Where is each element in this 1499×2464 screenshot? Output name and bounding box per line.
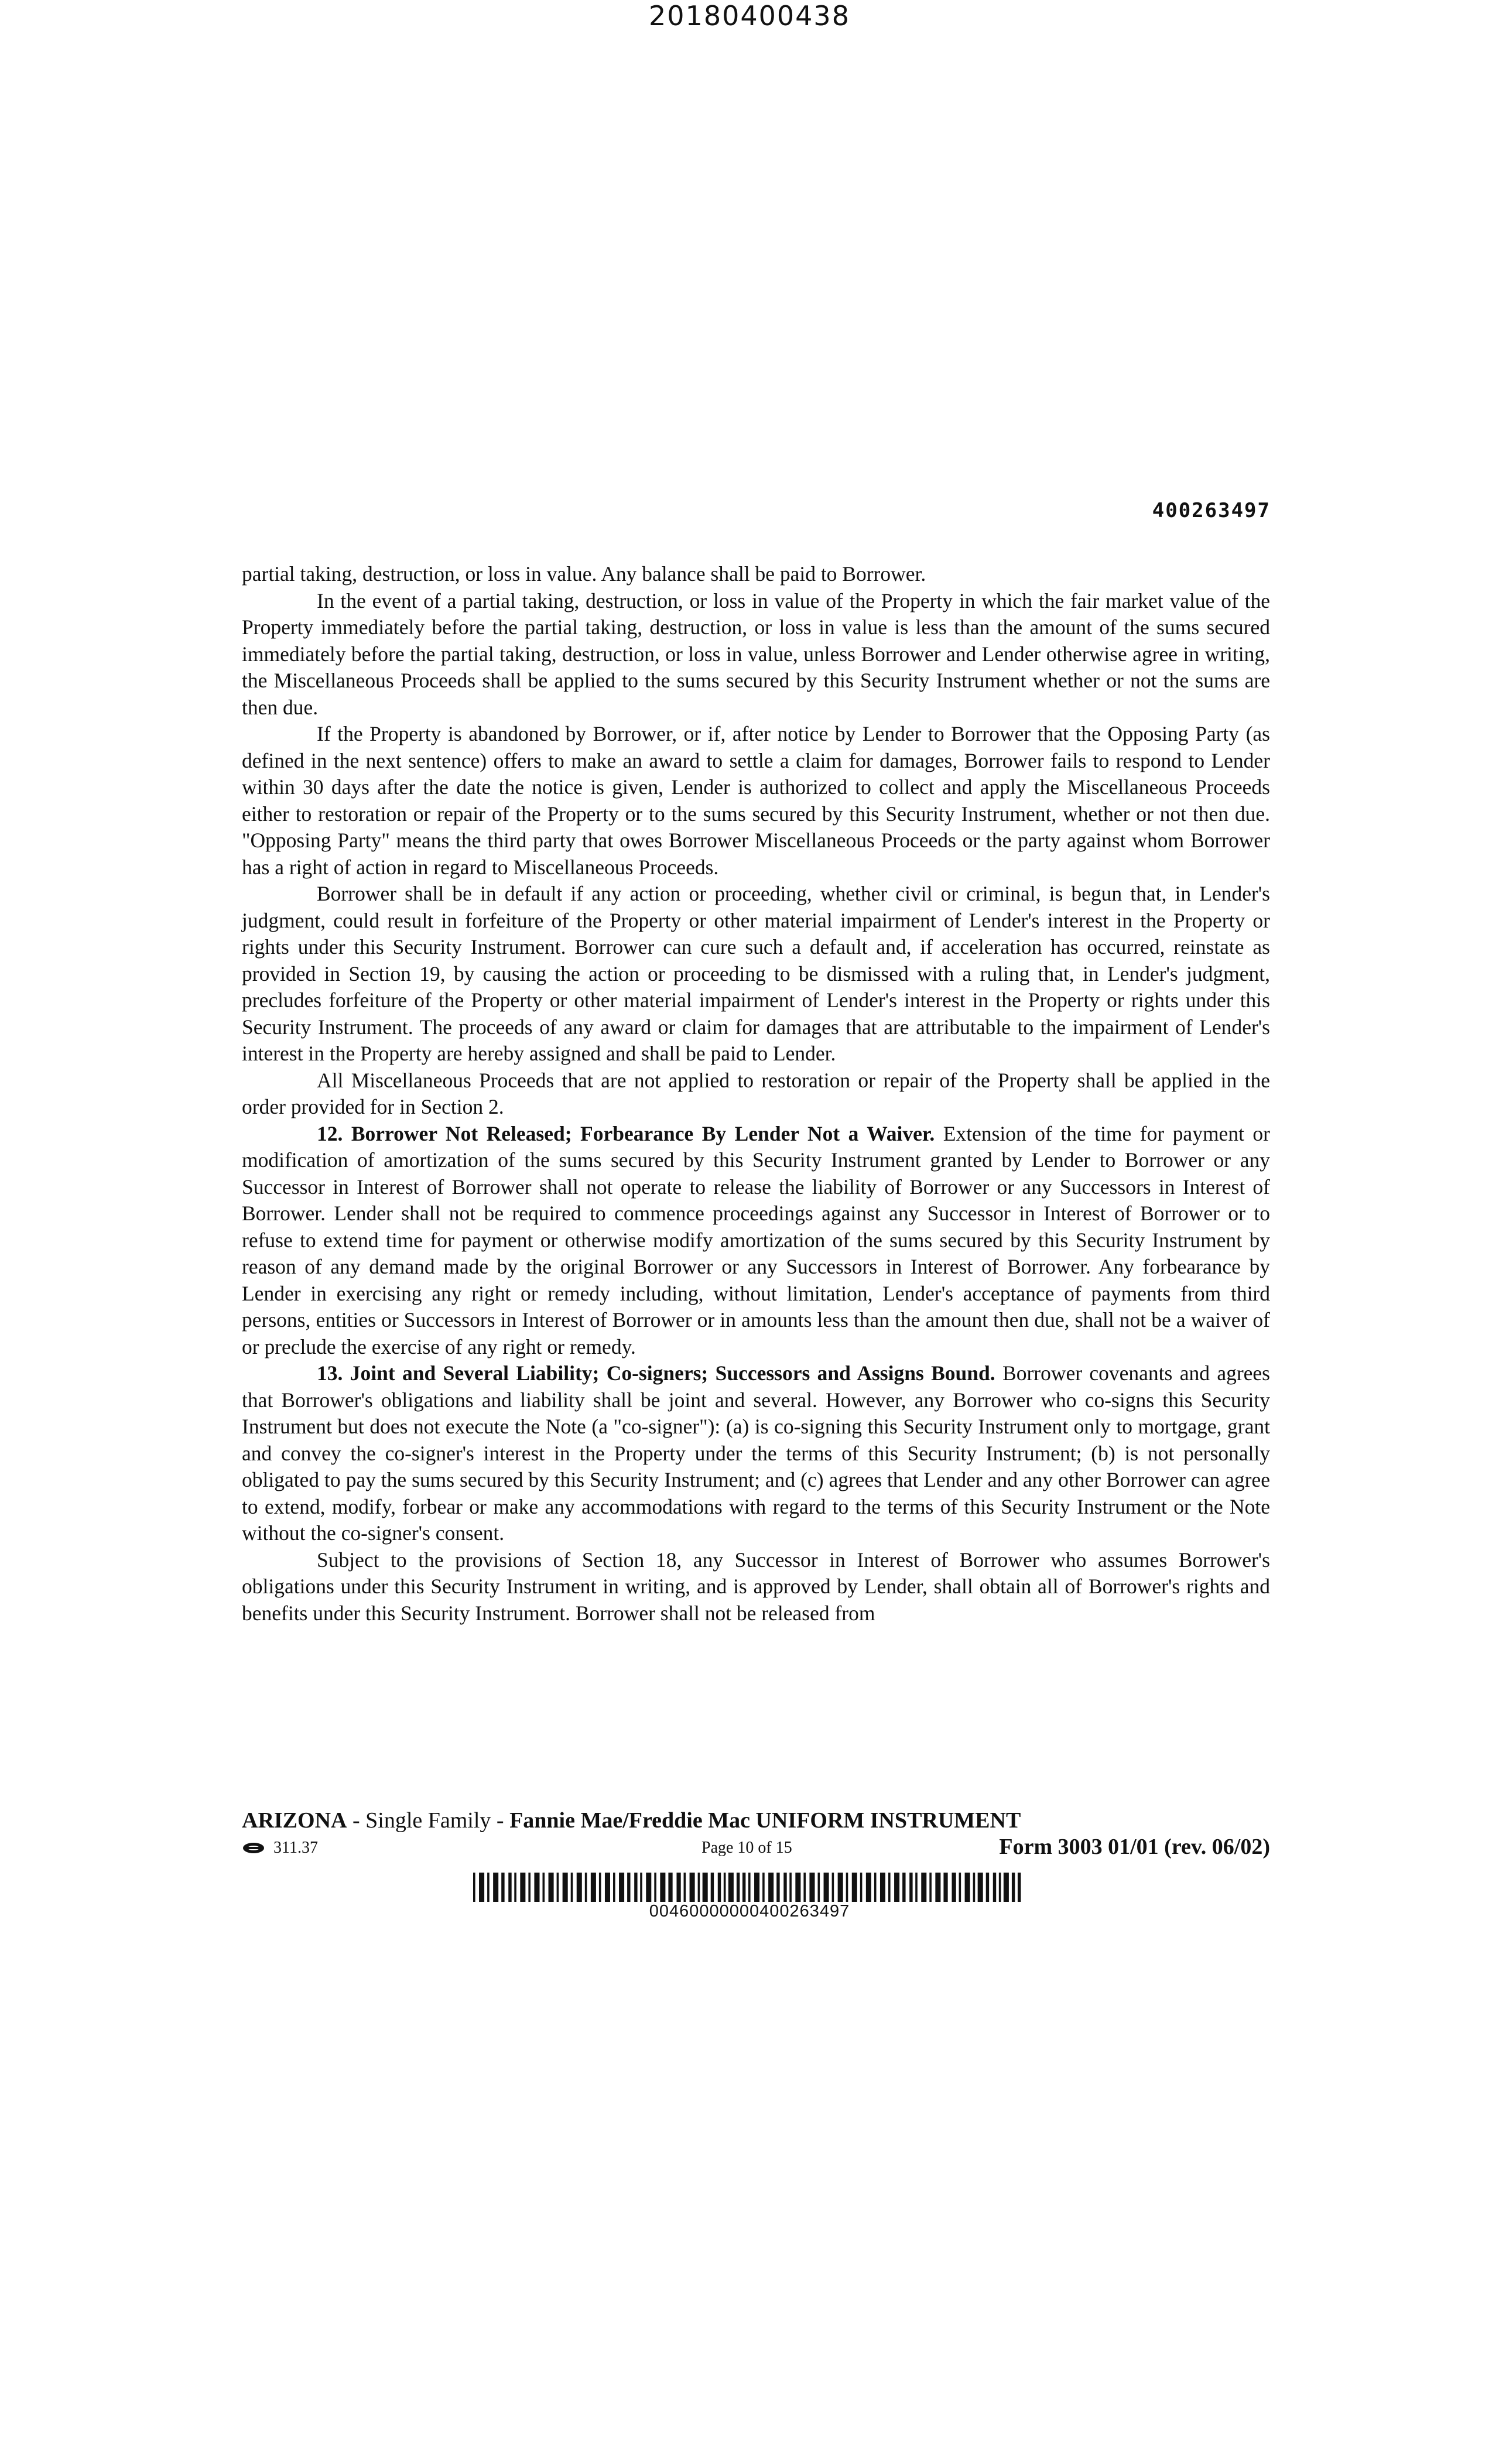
paragraph: partial taking, destruction, or loss in value. Any balance shall be paid to Borrower. <box>242 562 926 586</box>
paragraph: Borrower shall be in default if any action or proceeding, whether civil or criminal, is begun that, in Lender's judgment, could result in forfeiture of the Property or other material impairment of Lender's interest in the Property or rights under this Security Instrument. Borrower can cure such a default and, if acceleration has occurred, reinstate as provided in Section 19, by causing the action or proceeding to be dismissed with a ruling that, in Lender's judgment, precludes forfeiture of the Property or other material impairment of Lender's interest in the Property or rights under this Security Instrument. The proceeds of any award or claim for damages that are attributable to the impairment of Lender's interest in the Property are hereby assigned and shall be paid to Lender. <box>242 882 1270 1065</box>
section-13-text: Borrower covenants and agrees that Borrower's obligations and liability shall be joint and several. However, any Borrower who co-signs this Security Instrument but does not execute the Note (a "co-signer"): (a) is co-signing this Security Instrument only to mortgage, grant and convey the co-signer's interest in the Property under the terms of this Security Instrument; (b) is not personally obligated to pay the sums secured by this Security Instrument; and (c) agrees that Lender and any other Borrower can agree to extend, modify, forbear or make any accommodations with regard to the terms of this Security Instrument or the Note without the co-signer's consent. <box>242 1361 1270 1545</box>
barcode-number: 00460000000400263497 <box>649 1902 850 1921</box>
barcode <box>473 1873 1024 1902</box>
section-13-heading: 13. Joint and Several Liability; Co-signers; Successors and Assigns Bound. <box>317 1361 995 1385</box>
section-13 <box>242 1360 1270 1547</box>
page-number: Page 10 of 15 <box>701 1839 792 1857</box>
paragraph: If the Property is abandoned by Borrower, or if, after notice by Lender to Borrower that the Opposing Party (as defined in the next sentence) offers to make an award to settle a claim for damages, Borrower fails to respond to Lender within 30 days after the date the notice is given, Lender is authorized to collect and apply the Miscellaneous Proceeds either to restoration or repair of the Property or to the sums secured by this Security Instrument, whether or not then due. "Opposing Party" means the third party that owes Borrower Miscellaneous Proceeds or the party against whom Borrower has a right of action in regard to Miscellaneous Proceeds. <box>242 722 1270 879</box>
footer-code-group <box>242 1839 318 1857</box>
document-footer <box>242 1807 1270 1864</box>
footer-info <box>242 1834 1270 1864</box>
footer-form-code: 311.37 <box>273 1839 318 1857</box>
section-12 <box>242 1121 1270 1361</box>
footer-separator: - Single Family - <box>347 1808 510 1833</box>
footer-instrument: Fannie Mae/Freddie Mac UNIFORM INSTRUMENT <box>509 1808 1021 1833</box>
document-body <box>242 561 1270 1627</box>
paragraph: In the event of a partial taking, destruction, or loss in value of the Property in which the fair market value of the Property immediately before the partial taking, destruction, or loss in value is less than the amount of the sums secured immediately before the partial taking, destruction, or loss in value, unless Borrower and Lender otherwise agree in writing, the Miscellaneous Proceeds shall be applied to the sums secured by this Security Instrument whether or not the sums are then due. <box>242 588 1270 719</box>
paragraph: Subject to the provisions of Section 18, any Successor in Interest of Borrower who assumes Borrower's obligations under this Security Instrument in writing, and is approved by Lender, shall obtain all of Borrower's rights and benefits under this Security Instrument. Borrower shall not be released from <box>242 1548 1270 1625</box>
loan-number: 400263497 <box>1152 499 1271 522</box>
section-12-heading: 12. Borrower Not Released; Forbearance By Lender Not a Waiver. <box>317 1121 935 1145</box>
footer-state: ARIZONA <box>242 1808 347 1833</box>
recording-number: 20180400438 <box>649 0 850 32</box>
footer-title <box>242 1807 1270 1834</box>
section-12-text: Extension of the time for payment or modification of amortization of the sums secured by this Security Instrument granted by Lender to Borrower or any Successor in Interest of Borrower shall not operate to release the liability of Borrower or any Successors in Interest of Borrower. Lender shall not be required to commence proceedings against any Successor in Interest of Borrower or to refuse to extend time for payment or otherwise modify amortization of the sums secured by this Security Instrument by reason of any demand made by the original Borrower or any Successors in Interest of Borrower. Any forbearance by Lender in exercising any right or remedy including, without limitation, Lender's acceptance of payments from third persons, entities or Successors in Interest of Borrower or in amounts less than the amount then due, shall not be a waiver of or preclude the exercise of any right or remedy. <box>242 1121 1270 1358</box>
form-number: Form 3003 01/01 (rev. 06/02) <box>999 1835 1270 1859</box>
ellie-mae-logo-icon <box>242 1842 265 1854</box>
paragraph: All Miscellaneous Proceeds that are not applied to restoration or repair of the Property shall be applied in the order provided for in Section 2. <box>242 1068 1270 1118</box>
